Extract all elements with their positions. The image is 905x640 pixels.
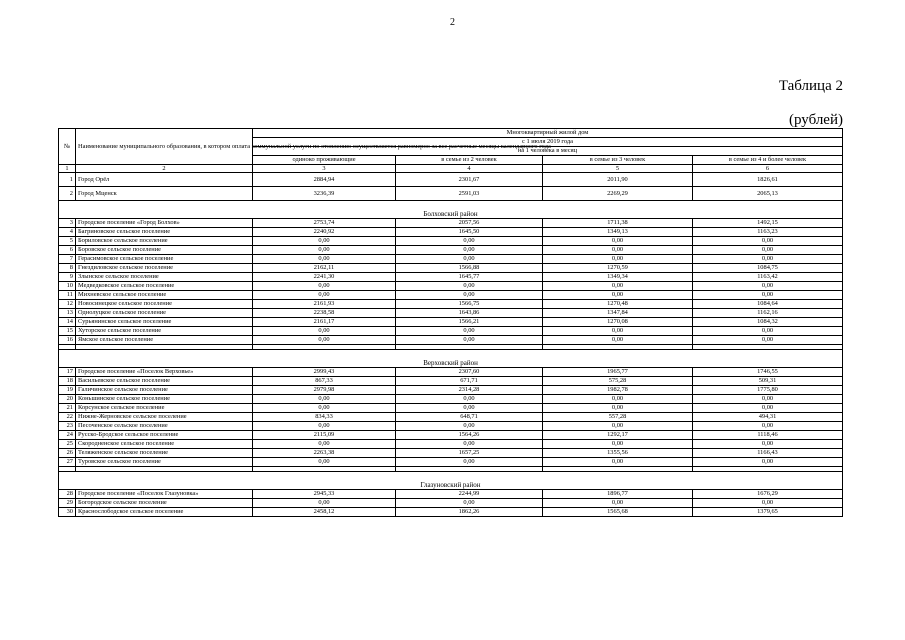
value-family-3: 2011,90 (543, 173, 693, 187)
row-number: 20 (59, 395, 76, 404)
municipality-name: Багриновское сельское поселение (76, 228, 253, 237)
value-family-2: 0,00 (396, 255, 543, 264)
row-number: 22 (59, 413, 76, 422)
value-family-3: 0,00 (543, 458, 693, 467)
value-family-4: 0,00 (693, 255, 843, 264)
value-family-4: 1166,43 (693, 449, 843, 458)
value-single: 2999,43 (253, 368, 396, 377)
value-family-3: 0,00 (543, 255, 693, 264)
value-family-3: 1896,77 (543, 490, 693, 499)
value-family-3: 2269,29 (543, 187, 693, 201)
value-family-3: 0,00 (543, 499, 693, 508)
table-row (59, 449, 843, 458)
value-family-2: 0,00 (396, 404, 543, 413)
header-name: Наименование муниципального образования, в котором оплата коммунальной услуги по отоплению осуществляется равномерно за все расчетные месяцы календарного года (76, 129, 253, 165)
municipality-name: Сурьянинское сельское поселение (76, 318, 253, 327)
tariff-table (58, 128, 843, 517)
table-row (59, 173, 843, 187)
value-single: 2945,33 (253, 490, 396, 499)
value-family-2: 2591,03 (396, 187, 543, 201)
municipality-name: Ямское сельское поселение (76, 336, 253, 345)
table-row (59, 309, 843, 318)
value-single: 2115,09 (253, 431, 396, 440)
district-title: Верховский район (59, 350, 843, 368)
row-number: 23 (59, 422, 76, 431)
value-family-4: 0,00 (693, 404, 843, 413)
municipality-name: Городское поселение «Город Болхов» (76, 219, 253, 228)
table-row (59, 282, 843, 291)
value-single: 2263,38 (253, 449, 396, 458)
value-family-2: 1566,75 (396, 300, 543, 309)
value-family-3: 1347,84 (543, 309, 693, 318)
value-family-4: 0,00 (693, 440, 843, 449)
value-single: 2161,93 (253, 300, 396, 309)
value-family-3: 1349,13 (543, 228, 693, 237)
value-family-4: 0,00 (693, 422, 843, 431)
table-row (59, 327, 843, 336)
table-row (59, 490, 843, 499)
value-family-3: 1292,17 (543, 431, 693, 440)
value-single: 2238,58 (253, 309, 396, 318)
value-family-2: 1645,77 (396, 273, 543, 282)
table-row (59, 318, 843, 327)
table-row (59, 187, 843, 201)
value-family-4: 509,31 (693, 377, 843, 386)
table-row (59, 377, 843, 386)
value-family-3: 0,00 (543, 395, 693, 404)
district-row (59, 472, 843, 490)
col-number: 2 (76, 165, 253, 173)
row-number: 14 (59, 318, 76, 327)
header-col-single: одиноко проживающие (253, 156, 396, 165)
page-number: 2 (450, 17, 455, 28)
row-number: 16 (59, 336, 76, 345)
value-single: 0,00 (253, 395, 396, 404)
value-family-3: 0,00 (543, 327, 693, 336)
municipality-name: Хуторское сельское поселение (76, 327, 253, 336)
municipality-name: Песоченское сельское поселение (76, 422, 253, 431)
value-family-2: 0,00 (396, 237, 543, 246)
table-row (59, 440, 843, 449)
table-row (59, 431, 843, 440)
municipality-name: Гнездиловское сельское поселение (76, 264, 253, 273)
header-per-person: на 1 человека в месяц (253, 147, 843, 156)
value-family-3: 0,00 (543, 237, 693, 246)
table-row (59, 499, 843, 508)
table-row (59, 291, 843, 300)
district-title: Болховский район (59, 201, 843, 219)
value-family-3: 1349,34 (543, 273, 693, 282)
table-row (59, 300, 843, 309)
table-row (59, 386, 843, 395)
municipality-name: Городское поселение «Поселок Верховье» (76, 368, 253, 377)
value-family-2: 2244,99 (396, 490, 543, 499)
row-number: 26 (59, 449, 76, 458)
value-single: 2161,17 (253, 318, 396, 327)
value-family-4: 0,00 (693, 291, 843, 300)
value-family-4: 1826,61 (693, 173, 843, 187)
value-family-3: 1565,68 (543, 508, 693, 517)
value-family-4: 0,00 (693, 246, 843, 255)
value-single: 2979,98 (253, 386, 396, 395)
row-number: 24 (59, 431, 76, 440)
table-title: Таблица 2 (778, 78, 843, 94)
value-family-2: 0,00 (396, 291, 543, 300)
value-family-2: 1564,26 (396, 431, 543, 440)
value-single: 0,00 (253, 422, 396, 431)
col-number: 5 (543, 165, 693, 173)
row-number: 18 (59, 377, 76, 386)
value-family-4: 1676,29 (693, 490, 843, 499)
municipality-name: Город Мценск (76, 187, 253, 201)
municipality-name: Город Орёл (76, 173, 253, 187)
value-family-3: 557,28 (543, 413, 693, 422)
municipality-name: Теляженское сельское поселение (76, 449, 253, 458)
municipality-name: Новосинецкое сельское поселение (76, 300, 253, 309)
value-single: 0,00 (253, 327, 396, 336)
row-number: 13 (59, 309, 76, 318)
municipality-name: Однолуцкое сельское поселение (76, 309, 253, 318)
value-family-2: 2301,67 (396, 173, 543, 187)
value-family-3: 1965,77 (543, 368, 693, 377)
value-family-3: 1270,48 (543, 300, 693, 309)
row-number: 30 (59, 508, 76, 517)
value-family-4: 0,00 (693, 327, 843, 336)
value-single: 0,00 (253, 458, 396, 467)
value-family-4: 1118,46 (693, 431, 843, 440)
district-row (59, 350, 843, 368)
municipality-name: Городское поселение «Поселок Глазуновка» (76, 490, 253, 499)
table-row (59, 228, 843, 237)
value-family-2: 2314,28 (396, 386, 543, 395)
district-title: Глазуновский район (59, 472, 843, 490)
table-row (59, 336, 843, 345)
table-row (59, 404, 843, 413)
row-number: 19 (59, 386, 76, 395)
value-family-4: 2065,13 (693, 187, 843, 201)
value-family-2: 671,71 (396, 377, 543, 386)
value-single: 0,00 (253, 246, 396, 255)
header-building: Многоквартирный жилой дом (253, 129, 843, 138)
value-family-2: 1645,50 (396, 228, 543, 237)
table-row (59, 422, 843, 431)
value-family-4: 1084,64 (693, 300, 843, 309)
value-single: 2753,74 (253, 219, 396, 228)
value-single: 2884,94 (253, 173, 396, 187)
header-col-family-3: в семье из 3 человек (543, 156, 693, 165)
value-family-2: 0,00 (396, 422, 543, 431)
row-number: 6 (59, 246, 76, 255)
value-single: 0,00 (253, 499, 396, 508)
value-family-2: 0,00 (396, 246, 543, 255)
table-row (59, 255, 843, 264)
value-family-4: 1775,80 (693, 386, 843, 395)
value-family-2: 1643,86 (396, 309, 543, 318)
value-family-3: 0,00 (543, 291, 693, 300)
row-number: 5 (59, 237, 76, 246)
unit-label: (рублей) (788, 112, 843, 128)
value-single: 0,00 (253, 440, 396, 449)
value-family-4: 0,00 (693, 237, 843, 246)
value-family-4: 0,00 (693, 458, 843, 467)
row-number: 1 (59, 173, 76, 187)
header-date: с 1 июля 2019 года (253, 138, 843, 147)
value-family-4: 1084,75 (693, 264, 843, 273)
value-family-4: 494,31 (693, 413, 843, 422)
table-row (59, 458, 843, 467)
col-number: 1 (59, 165, 76, 173)
municipality-name: Коньшинское сельское поселение (76, 395, 253, 404)
row-number: 28 (59, 490, 76, 499)
table-row (59, 368, 843, 377)
row-number: 7 (59, 255, 76, 264)
row-number: 21 (59, 404, 76, 413)
municipality-name: Злынское сельское поселение (76, 273, 253, 282)
value-family-3: 0,00 (543, 246, 693, 255)
row-number: 15 (59, 327, 76, 336)
value-family-3: 1982,78 (543, 386, 693, 395)
col-number: 6 (693, 165, 843, 173)
municipality-name: Боровское сельское поселение (76, 246, 253, 255)
value-family-3: 0,00 (543, 422, 693, 431)
value-family-3: 0,00 (543, 336, 693, 345)
value-family-2: 0,00 (396, 458, 543, 467)
municipality-name: Васильевское сельское поселение (76, 377, 253, 386)
value-family-2: 648,71 (396, 413, 543, 422)
row-number: 27 (59, 458, 76, 467)
row-number: 2 (59, 187, 76, 201)
value-family-4: 0,00 (693, 282, 843, 291)
row-number: 29 (59, 499, 76, 508)
value-family-3: 0,00 (543, 404, 693, 413)
municipality-name: Богородское сельское поселение (76, 499, 253, 508)
municipality-name: Нижне-Жерновское сельское поселение (76, 413, 253, 422)
value-family-2: 0,00 (396, 282, 543, 291)
table-row (59, 219, 843, 228)
value-single: 867,33 (253, 377, 396, 386)
table-body (59, 173, 843, 517)
value-single: 0,00 (253, 291, 396, 300)
value-single: 0,00 (253, 282, 396, 291)
value-family-2: 1566,88 (396, 264, 543, 273)
value-family-2: 0,00 (396, 395, 543, 404)
municipality-name: Герасимовское сельское поселение (76, 255, 253, 264)
value-family-3: 0,00 (543, 440, 693, 449)
value-family-4: 0,00 (693, 499, 843, 508)
value-family-2: 1566,21 (396, 318, 543, 327)
value-family-2: 2057,56 (396, 219, 543, 228)
row-number: 3 (59, 219, 76, 228)
value-family-2: 0,00 (396, 327, 543, 336)
value-family-3: 575,28 (543, 377, 693, 386)
value-single: 2241,30 (253, 273, 396, 282)
table-row (59, 246, 843, 255)
value-family-4: 1084,32 (693, 318, 843, 327)
value-family-4: 1163,23 (693, 228, 843, 237)
value-single: 0,00 (253, 255, 396, 264)
municipality-name: Корсунское сельское поселение (76, 404, 253, 413)
district-row (59, 201, 843, 219)
value-family-3: 1711,38 (543, 219, 693, 228)
municipality-name: Русско-Бродское сельское поселение (76, 431, 253, 440)
row-number: 17 (59, 368, 76, 377)
table-row (59, 395, 843, 404)
value-family-2: 0,00 (396, 499, 543, 508)
value-single: 2458,12 (253, 508, 396, 517)
municipality-name: Туровское сельское поселение (76, 458, 253, 467)
value-family-2: 2307,60 (396, 368, 543, 377)
table-row (59, 508, 843, 517)
row-number: 12 (59, 300, 76, 309)
value-family-4: 0,00 (693, 395, 843, 404)
municipality-name: Медведковское сельское поселение (76, 282, 253, 291)
table-row (59, 264, 843, 273)
value-family-2: 0,00 (396, 336, 543, 345)
row-number: 10 (59, 282, 76, 291)
municipality-name: Михневское сельское поселение (76, 291, 253, 300)
municipality-name: Краснослободское сельское поселение (76, 508, 253, 517)
value-single: 0,00 (253, 404, 396, 413)
value-family-4: 1492,15 (693, 219, 843, 228)
header-num: № (59, 129, 76, 165)
value-family-2: 1657,25 (396, 449, 543, 458)
row-number: 4 (59, 228, 76, 237)
value-single: 3236,39 (253, 187, 396, 201)
value-family-3: 0,00 (543, 282, 693, 291)
value-family-4: 1162,16 (693, 309, 843, 318)
value-family-2: 0,00 (396, 440, 543, 449)
value-family-3: 1270,08 (543, 318, 693, 327)
row-number: 8 (59, 264, 76, 273)
row-number: 11 (59, 291, 76, 300)
col-number: 3 (253, 165, 396, 173)
value-single: 0,00 (253, 336, 396, 345)
value-family-4: 0,00 (693, 336, 843, 345)
value-single: 2240,92 (253, 228, 396, 237)
value-single: 2162,11 (253, 264, 396, 273)
value-family-2: 1862,26 (396, 508, 543, 517)
header-col-family-4: в семье из 4 и более человек (693, 156, 843, 165)
row-number: 25 (59, 440, 76, 449)
row-number: 9 (59, 273, 76, 282)
value-family-3: 1355,56 (543, 449, 693, 458)
value-family-4: 1379,65 (693, 508, 843, 517)
value-family-4: 1746,55 (693, 368, 843, 377)
value-family-3: 1270,59 (543, 264, 693, 273)
value-single: 834,33 (253, 413, 396, 422)
table-row (59, 273, 843, 282)
municipality-name: Скородненское сельское поселение (76, 440, 253, 449)
value-family-4: 1163,42 (693, 273, 843, 282)
value-single: 0,00 (253, 237, 396, 246)
municipality-name: Галичинское сельское поселение (76, 386, 253, 395)
municipality-name: Бориловское сельское поселение (76, 237, 253, 246)
table-row (59, 237, 843, 246)
header-col-family-2: в семье из 2 человек (396, 156, 543, 165)
table-row (59, 413, 843, 422)
col-number: 4 (396, 165, 543, 173)
